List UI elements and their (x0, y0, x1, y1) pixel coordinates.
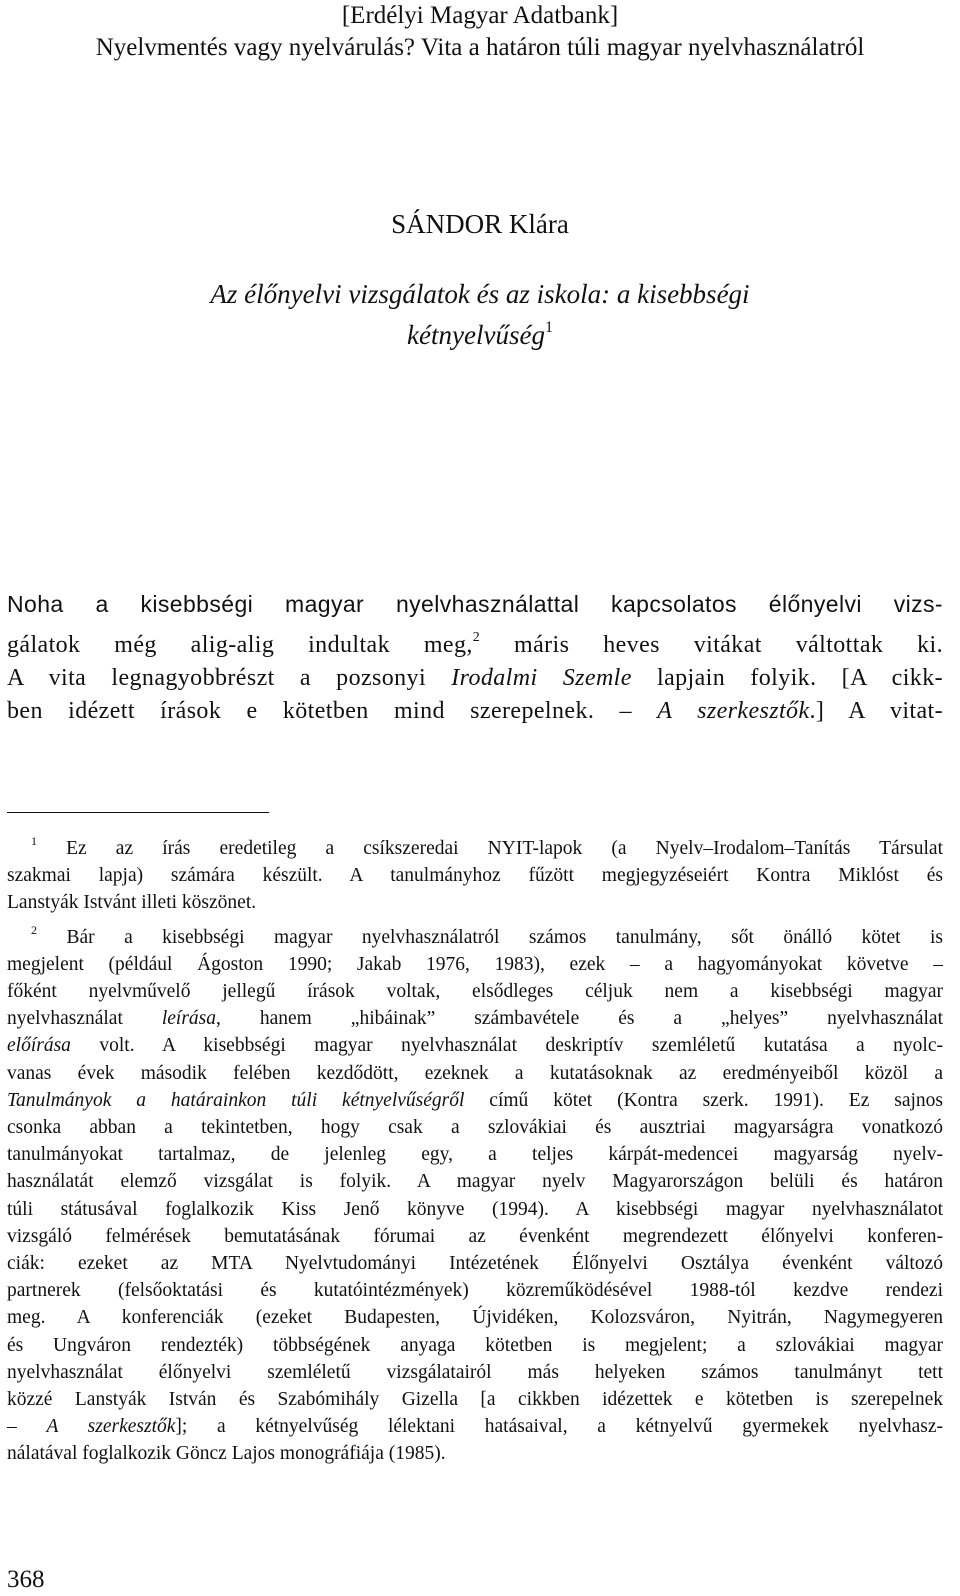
footnote-2-line: csonka abban a tekintetben, hogy csak a szlovákiai és ausztriai magyarságra vonatkozó (7, 1117, 943, 1139)
footnote-text: ]; a kétnyelvűség lélektani hatásaival, a kétnyelvű gyermekek nyelvhasz- (175, 1416, 943, 1438)
footnote-2-line: és Ungváron rendezték) többségének anyaga kötetben is megjelent; a szlovákiai magyar (7, 1334, 943, 1356)
footnote-text: Bár a kisebbségi magyar nyelvhasználatról számos tanulmány, sőt önálló kötet is (37, 926, 943, 948)
footnote-1-mark: 1 (31, 834, 37, 848)
body-line (7, 662, 943, 695)
footnote-text: – (7, 1416, 47, 1438)
footnote-2-line (7, 1087, 943, 1114)
body-text-segment: máris heves vitákat váltottak ki. (480, 632, 943, 658)
page-header (0, 0, 960, 64)
title-line-1: Az élőnyelvi vizsgálatok és az iskola: a kisebbségi (210, 279, 750, 309)
editor-note: A szerkesztők (46, 1416, 176, 1438)
article-author: SÁNDOR Klára (391, 209, 569, 239)
footnote-2-line: meg. A konferenciák (ezeket Budapesten, Újvidéken, Kolozsváron, Nyitrán, Nagymegyeren (7, 1307, 943, 1329)
editor-note: A szerkesztők (657, 698, 810, 724)
body-text-segment: ben idézett írások e kötetben mind szerepelnek. – (7, 698, 658, 724)
footnote-1-line (7, 828, 943, 862)
body-line (7, 695, 943, 728)
header-source: [Erdélyi Magyar Adatbank] (341, 2, 619, 29)
footnote-2-line: partnerek (felsőoktatási és kutatóintézmények) közreműködésével 1988-tól kezdve rendezi (7, 1280, 943, 1302)
journal-title: Irodalmi Szemle (451, 665, 632, 691)
footnote-2-line (7, 1413, 943, 1440)
title-line-2 (40, 311, 920, 352)
article-title (40, 277, 920, 352)
footnote-text: Ez az írás eredetileg a csíkszeredai NYIT-lapok (a Nyelv–Irodalom–Tanítás Társulat (37, 838, 943, 859)
footnote-2-line (7, 917, 943, 951)
footnote-2-line (7, 1032, 943, 1059)
footnote-2-line: túli státusával foglalkozik Kiss Jenő könyve (1994). A kisebbségi magyar nyelvhasználatot (7, 1198, 943, 1220)
book-title: Tanulmányok a határainkon túli kétnyelvűségről (7, 1089, 465, 1111)
footnote-text: , hanem „hibáinak” számbavétele és a „helyes” nyelvhasználat (216, 1008, 943, 1030)
footnote-2-line: tanulmányokat tartalmaz, de jelenleg egy, a teljes kárpát-medencei magyarság nyelv- (7, 1144, 943, 1166)
page-number: 368 (7, 1566, 45, 1593)
body-line (7, 621, 943, 662)
body-text-segment: A vita legnagyobbrészt a pozsonyi (7, 665, 452, 691)
footnote-2-line: közzé Lanstyák István és Szabómihály Gizella [a cikkben idézettek e kötetben is szerepelnek (7, 1389, 943, 1411)
footnote-2-line: vizsgáló felmérések bemutatásának fórumai az évenként megrendezett élőnyelvi konferen- (7, 1225, 943, 1247)
footnote-2-line: vanas évek második felében kezdődött, ezeknek a kutatásoknak az eredményeiből közöl a (7, 1062, 943, 1084)
footnotes (7, 828, 943, 1468)
body-text-segment: lapjain folyik. [A cikk- (631, 665, 943, 691)
footnote-1-line: szakmai lapja) számára készült. A tanulmányhoz fűzött megjegyzéseiért Kontra Miklóst és (7, 865, 943, 887)
article-body (7, 588, 943, 728)
footnote-1-line: Lanstyák Istvánt illeti köszönet. (7, 892, 257, 914)
body-line: Noha a kisebbségi magyar nyelvhasználattal kapcsolatos élőnyelvi vizs- (7, 591, 943, 617)
footnote-2-line: főként nyelvművelő jellegű írások voltak, elsődleges céljuk nem a kisebbségi magyar (7, 981, 943, 1003)
footnote-text: nyelvhasználat (7, 1008, 162, 1030)
footnote-emphasis: előírása (7, 1035, 71, 1057)
footnote-2-line: ciák: ezeket az MTA Nyelvtudományi Intézetének Élőnyelvi Osztálya évenként változó (7, 1253, 943, 1275)
footnote-2-line (7, 1005, 943, 1032)
footnote-emphasis: leírása (161, 1008, 217, 1030)
footnote-2-line: megjelent (például Ágoston 1990; Jakab 1976, 1983), ezek – a hagyományokat követve – (7, 953, 943, 975)
body-text-segment: gálatok még alig-alig indultak meg, (7, 632, 473, 658)
footnote-text: volt. A kisebbségi magyar nyelvhasználat deskriptív szemléletű kutatása a nyolc- (70, 1035, 943, 1057)
footnote-2-line: nyelvhasználat élőnyelvi szemléletű vizsgálatairól más helyeken számos tanulmányt tett (7, 1361, 943, 1383)
footnote-ref-2[interactable]: 2 (472, 630, 481, 645)
body-text-segment: .] A vitat- (809, 698, 944, 724)
title-line-2-text: kétnyelvűség (407, 320, 545, 350)
footnote-2-mark: 2 (31, 922, 37, 937)
header-book-title: Nyelvmentés vagy nyelvárulás? Vita a határon túli magyar nyelvhasználatról (95, 34, 865, 61)
footnote-ref-1[interactable]: 1 (544, 319, 553, 336)
footnote-separator (7, 812, 269, 813)
footnote-text: című kötet (Kontra szerk. 1991). Ez sajnos (464, 1089, 944, 1111)
footnote-2-line: nálatával foglalkozik Göncz Lajos monográfiája (1985). (7, 1443, 446, 1465)
footnote-2-line: használatát elemző vizsgálat is folyik. A magyar nyelv Magyarországon belüli és határon (7, 1171, 943, 1193)
